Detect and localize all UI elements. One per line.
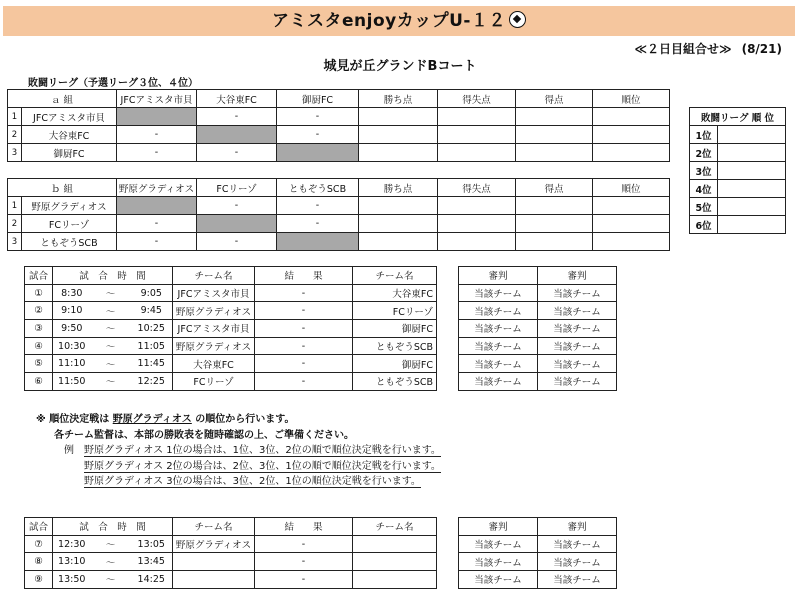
referee: 当該チーム	[538, 284, 617, 302]
schedule-table-1	[24, 266, 437, 391]
result: -	[255, 337, 353, 355]
cell	[516, 126, 593, 144]
note-team: 野原グラディオス	[112, 414, 192, 425]
home-team: FCリーゾ	[173, 373, 255, 391]
rank-slot	[718, 126, 786, 144]
referee: 当該チーム	[538, 373, 617, 391]
cell: -	[117, 126, 197, 144]
end-time: 13:05	[131, 535, 173, 553]
note-line-1	[36, 412, 441, 428]
group-a-col: 得失点	[438, 90, 516, 108]
away-team	[353, 535, 437, 553]
team-name: 野原グラディオス	[22, 197, 117, 215]
match-no: ⑨	[25, 571, 53, 589]
table-row	[8, 108, 670, 126]
home-team	[173, 571, 255, 589]
table-row	[25, 571, 437, 589]
referee: 当該チーム	[459, 302, 538, 320]
cell	[593, 144, 670, 162]
subtitle-text: ≪２日目組合せ≫	[634, 42, 732, 56]
referee-table-1	[458, 266, 617, 391]
cell	[438, 108, 516, 126]
home-team: 野原グラディオス	[173, 337, 255, 355]
away-team: 御厨FC	[353, 320, 437, 338]
match-no: ⑧	[25, 553, 53, 571]
group-b-col: 勝ち点	[359, 179, 438, 197]
col-result: 結 果	[255, 518, 353, 536]
league-label: 敗闘リーグ（予選リーグ３位、４位）	[28, 78, 198, 89]
table-row	[459, 373, 617, 391]
result: -	[255, 284, 353, 302]
table-row	[25, 320, 437, 338]
title-banner	[3, 6, 795, 36]
cell: -	[197, 108, 277, 126]
example-text: 野原グラディオス 1位の場合は、1位、3位、2位の順で順位決定戦を行います。	[84, 445, 441, 456]
end-time: 9:05	[131, 284, 173, 302]
note-example-1	[36, 443, 441, 459]
time-sep: 〜	[91, 284, 131, 302]
time-sep: 〜	[91, 373, 131, 391]
cell	[359, 233, 438, 251]
referee: 当該チーム	[538, 355, 617, 373]
cell	[516, 215, 593, 233]
note-example-3	[36, 474, 441, 490]
cell: -	[277, 126, 359, 144]
col-time: 試 合 時 間	[53, 518, 173, 536]
table-row	[25, 302, 437, 320]
col-result: 結 果	[255, 267, 353, 285]
schedule-table-2	[24, 517, 437, 589]
end-time: 9:45	[131, 302, 173, 320]
match-no: ⑥	[25, 373, 53, 391]
cell	[438, 126, 516, 144]
referee-table-2	[458, 517, 617, 589]
group-b-col: FCリーゾ	[197, 179, 277, 197]
result: -	[255, 355, 353, 373]
time-sep: 〜	[91, 535, 131, 553]
cell	[516, 108, 593, 126]
start-time: 8:30	[53, 284, 91, 302]
result: -	[255, 373, 353, 391]
home-team: 野原グラディオス	[173, 535, 255, 553]
cell	[516, 233, 593, 251]
cell	[277, 233, 359, 251]
away-team	[353, 553, 437, 571]
example-label: 例	[64, 445, 74, 456]
cell	[359, 197, 438, 215]
group-b-col: 順位	[593, 179, 670, 197]
group-a-col: 得点	[516, 90, 593, 108]
venue-title: 城見が丘グランドBコート	[323, 59, 477, 74]
group-a-col: 勝ち点	[359, 90, 438, 108]
table-row	[459, 355, 617, 373]
match-no: ⑦	[25, 535, 53, 553]
cell	[593, 108, 670, 126]
home-team: 大谷東FC	[173, 355, 255, 373]
home-team: JFCアミスタ市貝	[173, 284, 255, 302]
ref-col: 審判	[459, 518, 538, 536]
cell	[117, 197, 197, 215]
referee: 当該チーム	[538, 302, 617, 320]
team-name: JFCアミスタ市貝	[22, 108, 117, 126]
cell: -	[117, 233, 197, 251]
match-no: ④	[25, 337, 53, 355]
start-time: 13:10	[53, 553, 91, 571]
table-row	[25, 373, 437, 391]
end-time: 12:25	[131, 373, 173, 391]
cell: -	[197, 144, 277, 162]
rank-place: 2位	[690, 144, 718, 162]
result: -	[255, 320, 353, 338]
time-sep: 〜	[91, 571, 131, 589]
referee: 当該チーム	[459, 535, 538, 553]
referee: 当該チーム	[459, 571, 538, 589]
referee: 当該チーム	[538, 553, 617, 571]
referee: 当該チーム	[459, 284, 538, 302]
table-row	[8, 197, 670, 215]
cell	[359, 108, 438, 126]
group-b-table	[7, 178, 670, 251]
result: -	[255, 535, 353, 553]
match-no: ③	[25, 320, 53, 338]
group-b-label: ｂ 組	[8, 179, 117, 197]
team-name: FCリーゾ	[22, 215, 117, 233]
note-example-2	[36, 459, 441, 475]
start-time: 9:10	[53, 302, 91, 320]
ref-col: 審判	[538, 267, 617, 285]
time-sep: 〜	[91, 355, 131, 373]
cell	[197, 126, 277, 144]
time-sep: 〜	[91, 302, 131, 320]
rank-slot	[718, 198, 786, 216]
away-team: ともぞうSCB	[353, 373, 437, 391]
cell	[277, 144, 359, 162]
away-team	[353, 571, 437, 589]
table-row	[8, 233, 670, 251]
rank-slot	[718, 144, 786, 162]
cell	[516, 197, 593, 215]
table-row	[8, 144, 670, 162]
start-time: 10:30	[53, 337, 91, 355]
group-a-label: ａ 組	[8, 90, 117, 108]
match-no: ⑤	[25, 355, 53, 373]
row-index: 3	[8, 144, 22, 162]
table-row	[8, 126, 670, 144]
notes	[36, 412, 441, 490]
referee: 当該チーム	[459, 553, 538, 571]
referee: 当該チーム	[459, 320, 538, 338]
cell	[197, 215, 277, 233]
example-text: 野原グラディオス 3位の場合は、3位、2位、1位の順位決定戦を行います。	[84, 476, 421, 487]
ranking-title: 敗闘リーグ 順 位	[690, 108, 786, 126]
time-sep: 〜	[91, 337, 131, 355]
soccer-ball-icon	[509, 11, 526, 28]
cell: -	[197, 197, 277, 215]
table-row	[459, 302, 617, 320]
cell	[593, 197, 670, 215]
start-time: 11:50	[53, 373, 91, 391]
time-sep: 〜	[91, 553, 131, 571]
col-match: 試合	[25, 267, 53, 285]
cell	[593, 126, 670, 144]
rank-place: 6位	[690, 216, 718, 234]
cell	[117, 108, 197, 126]
referee: 当該チーム	[459, 355, 538, 373]
cell	[438, 215, 516, 233]
group-a-col: 御厨FC	[277, 90, 359, 108]
table-row	[25, 284, 437, 302]
group-a-col: 大谷東FC	[197, 90, 277, 108]
table-row	[25, 553, 437, 571]
end-time: 13:45	[131, 553, 173, 571]
referee: 当該チーム	[538, 320, 617, 338]
example-text: 野原グラディオス 2位の場合は、2位、3位、1位の順で順位決定戦を行います。	[84, 460, 441, 472]
ranking-table	[689, 107, 786, 234]
date-text: (8/21)	[741, 42, 782, 56]
referee: 当該チーム	[459, 373, 538, 391]
start-time: 9:50	[53, 320, 91, 338]
result: -	[255, 571, 353, 589]
row-index: 1	[8, 108, 22, 126]
table-row	[459, 535, 617, 553]
cell: -	[197, 233, 277, 251]
end-time: 11:05	[131, 337, 173, 355]
cell	[516, 144, 593, 162]
cell	[359, 215, 438, 233]
note-suffix: の順位から行います。	[195, 414, 295, 425]
group-b-header	[8, 179, 670, 197]
end-time: 14:25	[131, 571, 173, 589]
group-b-col: 野原グラディオス	[117, 179, 197, 197]
referee: 当該チーム	[459, 337, 538, 355]
away-team: 大谷東FC	[353, 284, 437, 302]
group-a-header	[8, 90, 670, 108]
page-title: アミスタenjoyカップU-１２	[272, 11, 506, 31]
col-away: チーム名	[353, 267, 437, 285]
away-team: 御厨FC	[353, 355, 437, 373]
referee: 当該チーム	[538, 535, 617, 553]
cell: -	[117, 144, 197, 162]
col-home: チーム名	[173, 518, 255, 536]
table-row	[459, 571, 617, 589]
table-row	[459, 320, 617, 338]
home-team	[173, 553, 255, 571]
note-prefix: ※ 順位決定戦は	[36, 414, 110, 425]
cell: -	[117, 215, 197, 233]
rank-slot	[718, 180, 786, 198]
time-sep: 〜	[91, 320, 131, 338]
rank-slot	[718, 216, 786, 234]
schedule-header	[25, 518, 437, 536]
group-a-col: JFCアミスタ市貝	[117, 90, 197, 108]
cell	[438, 197, 516, 215]
cell	[359, 126, 438, 144]
result: -	[255, 553, 353, 571]
cell	[359, 144, 438, 162]
cell: -	[277, 108, 359, 126]
cell: -	[277, 197, 359, 215]
result: -	[255, 302, 353, 320]
col-time: 試 合 時 間	[53, 267, 173, 285]
table-row	[8, 215, 670, 233]
row-index: 2	[8, 215, 22, 233]
table-row	[25, 337, 437, 355]
row-index: 1	[8, 197, 22, 215]
away-team: FCリーゾ	[353, 302, 437, 320]
end-time: 10:25	[131, 320, 173, 338]
cell	[438, 144, 516, 162]
table-row	[459, 553, 617, 571]
schedule-header	[25, 267, 437, 285]
group-b-col: 得点	[516, 179, 593, 197]
team-name: ともぞうSCB	[22, 233, 117, 251]
referee: 当該チーム	[538, 337, 617, 355]
match-no: ①	[25, 284, 53, 302]
group-a-col: 順位	[593, 90, 670, 108]
table-row	[25, 535, 437, 553]
row-index: 2	[8, 126, 22, 144]
note-line-2: 各チーム監督は、本部の勝敗表を随時確認の上、ご準備ください。	[54, 429, 354, 441]
table-row	[459, 284, 617, 302]
ref-col: 審判	[459, 267, 538, 285]
rank-place: 3位	[690, 162, 718, 180]
cell	[438, 233, 516, 251]
start-time: 12:30	[53, 535, 91, 553]
referee: 当該チーム	[538, 571, 617, 589]
ref-col: 審判	[538, 518, 617, 536]
group-b-col: 得失点	[438, 179, 516, 197]
cell: -	[277, 215, 359, 233]
away-team: ともぞうSCB	[353, 337, 437, 355]
rank-place: 1位	[690, 126, 718, 144]
home-team: JFCアミスタ市貝	[173, 320, 255, 338]
group-a-table	[7, 89, 670, 162]
rank-slot	[718, 162, 786, 180]
home-team: 野原グラディオス	[173, 302, 255, 320]
rank-place: 5位	[690, 198, 718, 216]
row-index: 3	[8, 233, 22, 251]
col-match: 試合	[25, 518, 53, 536]
start-time: 11:10	[53, 355, 91, 373]
cell	[593, 233, 670, 251]
match-no: ②	[25, 302, 53, 320]
col-away: チーム名	[353, 518, 437, 536]
start-time: 13:50	[53, 571, 91, 589]
rank-place: 4位	[690, 180, 718, 198]
group-b-col: ともぞうSCB	[277, 179, 359, 197]
end-time: 11:45	[131, 355, 173, 373]
table-row	[25, 355, 437, 373]
team-name: 御厨FC	[22, 144, 117, 162]
table-row	[459, 337, 617, 355]
col-home: チーム名	[173, 267, 255, 285]
team-name: 大谷東FC	[22, 126, 117, 144]
cell	[593, 215, 670, 233]
